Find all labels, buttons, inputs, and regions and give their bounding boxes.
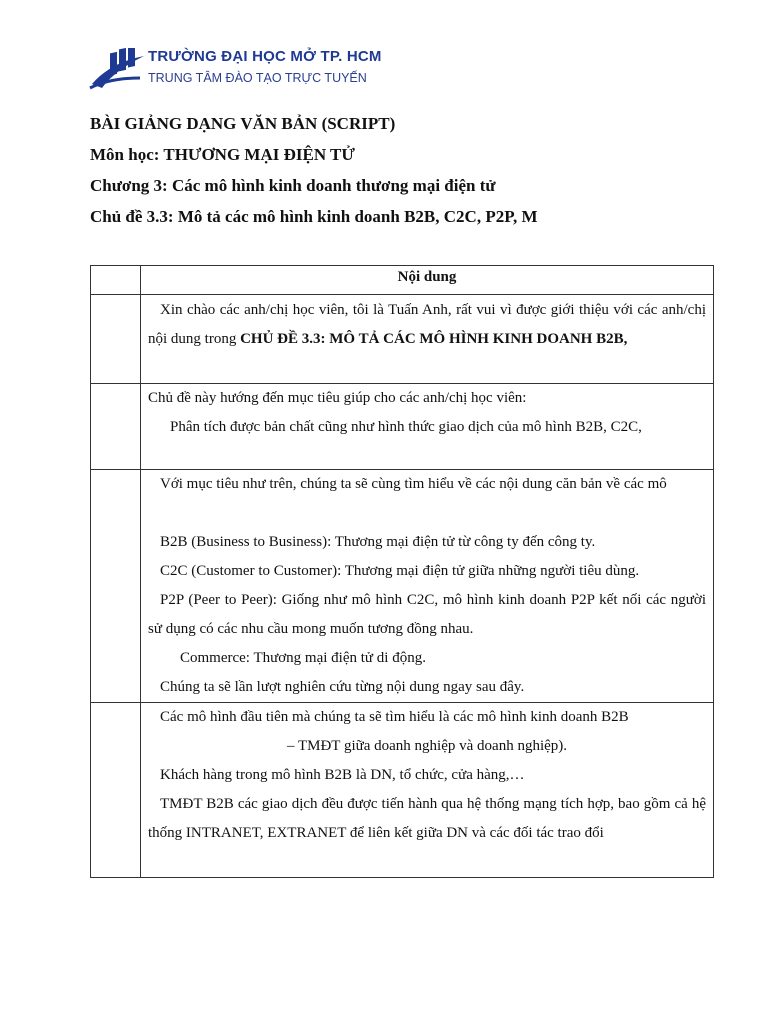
number-cell bbox=[91, 266, 141, 295]
topic-title: Chủ đề 3.3: Mô tả các mô hình kinh doanh B2B, C2C, P2P, M bbox=[90, 207, 538, 226]
table-header-row bbox=[91, 266, 714, 295]
content-table bbox=[90, 265, 714, 878]
paragraph: B2B (Business to Business): Thương mại điện tử từ công ty đến công ty. bbox=[160, 534, 596, 550]
paragraph: Xin chào các anh/chị học viên, tôi là Tuấn Anh, rất vui vì được giới thiệu với các anh/chị nội dung trong CHỦ ĐỀ 3.3: MÔ TẢ CÁC MÔ HÌNH KINH DOANH B2B, bbox=[148, 302, 706, 347]
number-cell bbox=[91, 470, 141, 703]
logo-subtitle: TRUNG TÂM ĐÀO TẠO TRỰC TUYẾN bbox=[148, 71, 367, 85]
table-row bbox=[91, 470, 714, 703]
document-heading bbox=[90, 108, 538, 232]
table-row bbox=[91, 295, 714, 384]
table-row bbox=[91, 384, 714, 470]
logo-title: TRƯỜNG ĐẠI HỌC MỞ TP. HCM bbox=[148, 48, 382, 65]
university-logo bbox=[88, 44, 382, 100]
content-cell bbox=[141, 295, 714, 384]
paragraph: Phân tích được bản chất cũng như hình thức giao dịch của mô hình B2B, C2C, bbox=[170, 419, 642, 435]
open-book-logo-icon bbox=[88, 48, 146, 94]
paragraph: Khách hàng trong mô hình B2B là DN, tổ chức, cửa hàng,… bbox=[160, 767, 525, 783]
paragraph: Với mục tiêu như trên, chúng ta sẽ cùng tìm hiểu về các nội dung căn bản về các mô bbox=[160, 476, 667, 492]
paragraph: P2P (Peer to Peer): Giống như mô hình C2C, mô hình kinh doanh P2P kết nối các người sử dụng có các nhu cầu mong muốn tương đồng nhau. bbox=[148, 592, 706, 637]
content-cell bbox=[141, 384, 714, 470]
script-title: BÀI GIẢNG DẠNG VĂN BẢN (SCRIPT) bbox=[90, 114, 396, 133]
paragraph: Commerce: Thương mại điện tử di động. bbox=[180, 650, 426, 666]
paragraph: Chủ đề này hướng đến mục tiêu giúp cho các anh/chị học viên: bbox=[148, 390, 527, 406]
number-cell bbox=[91, 295, 141, 384]
content-header: Nội dung bbox=[141, 266, 714, 295]
paragraph: Các mô hình đầu tiên mà chúng ta sẽ tìm hiểu là các mô hình kinh doanh B2B bbox=[160, 709, 629, 725]
table-row bbox=[91, 703, 714, 878]
paragraph: C2C (Customer to Customer): Thương mại điện tử giữa những người tiêu dùng. bbox=[160, 563, 640, 579]
paragraph: TMĐT B2B các giao dịch đều được tiến hành qua hệ thống mạng tích hợp, bao gồm cả hệ thống INTRANET, EXTRANET để liên kết giữa DN và các đối tác trao đổi bbox=[148, 796, 706, 841]
content-cell bbox=[141, 703, 714, 878]
paragraph: – TMĐT giữa doanh nghiệp và doanh nghiệp). bbox=[286, 738, 568, 754]
paragraph: Chúng ta sẽ lần lượt nghiên cứu từng nội dung ngay sau đây. bbox=[160, 679, 525, 695]
number-cell bbox=[91, 384, 141, 470]
content-cell bbox=[141, 470, 714, 703]
course-title: Môn học: THƯƠNG MẠI ĐIỆN TỬ bbox=[90, 145, 355, 164]
chapter-title: Chương 3: Các mô hình kinh doanh thương mại điện tử bbox=[90, 176, 496, 195]
number-cell bbox=[91, 703, 141, 878]
